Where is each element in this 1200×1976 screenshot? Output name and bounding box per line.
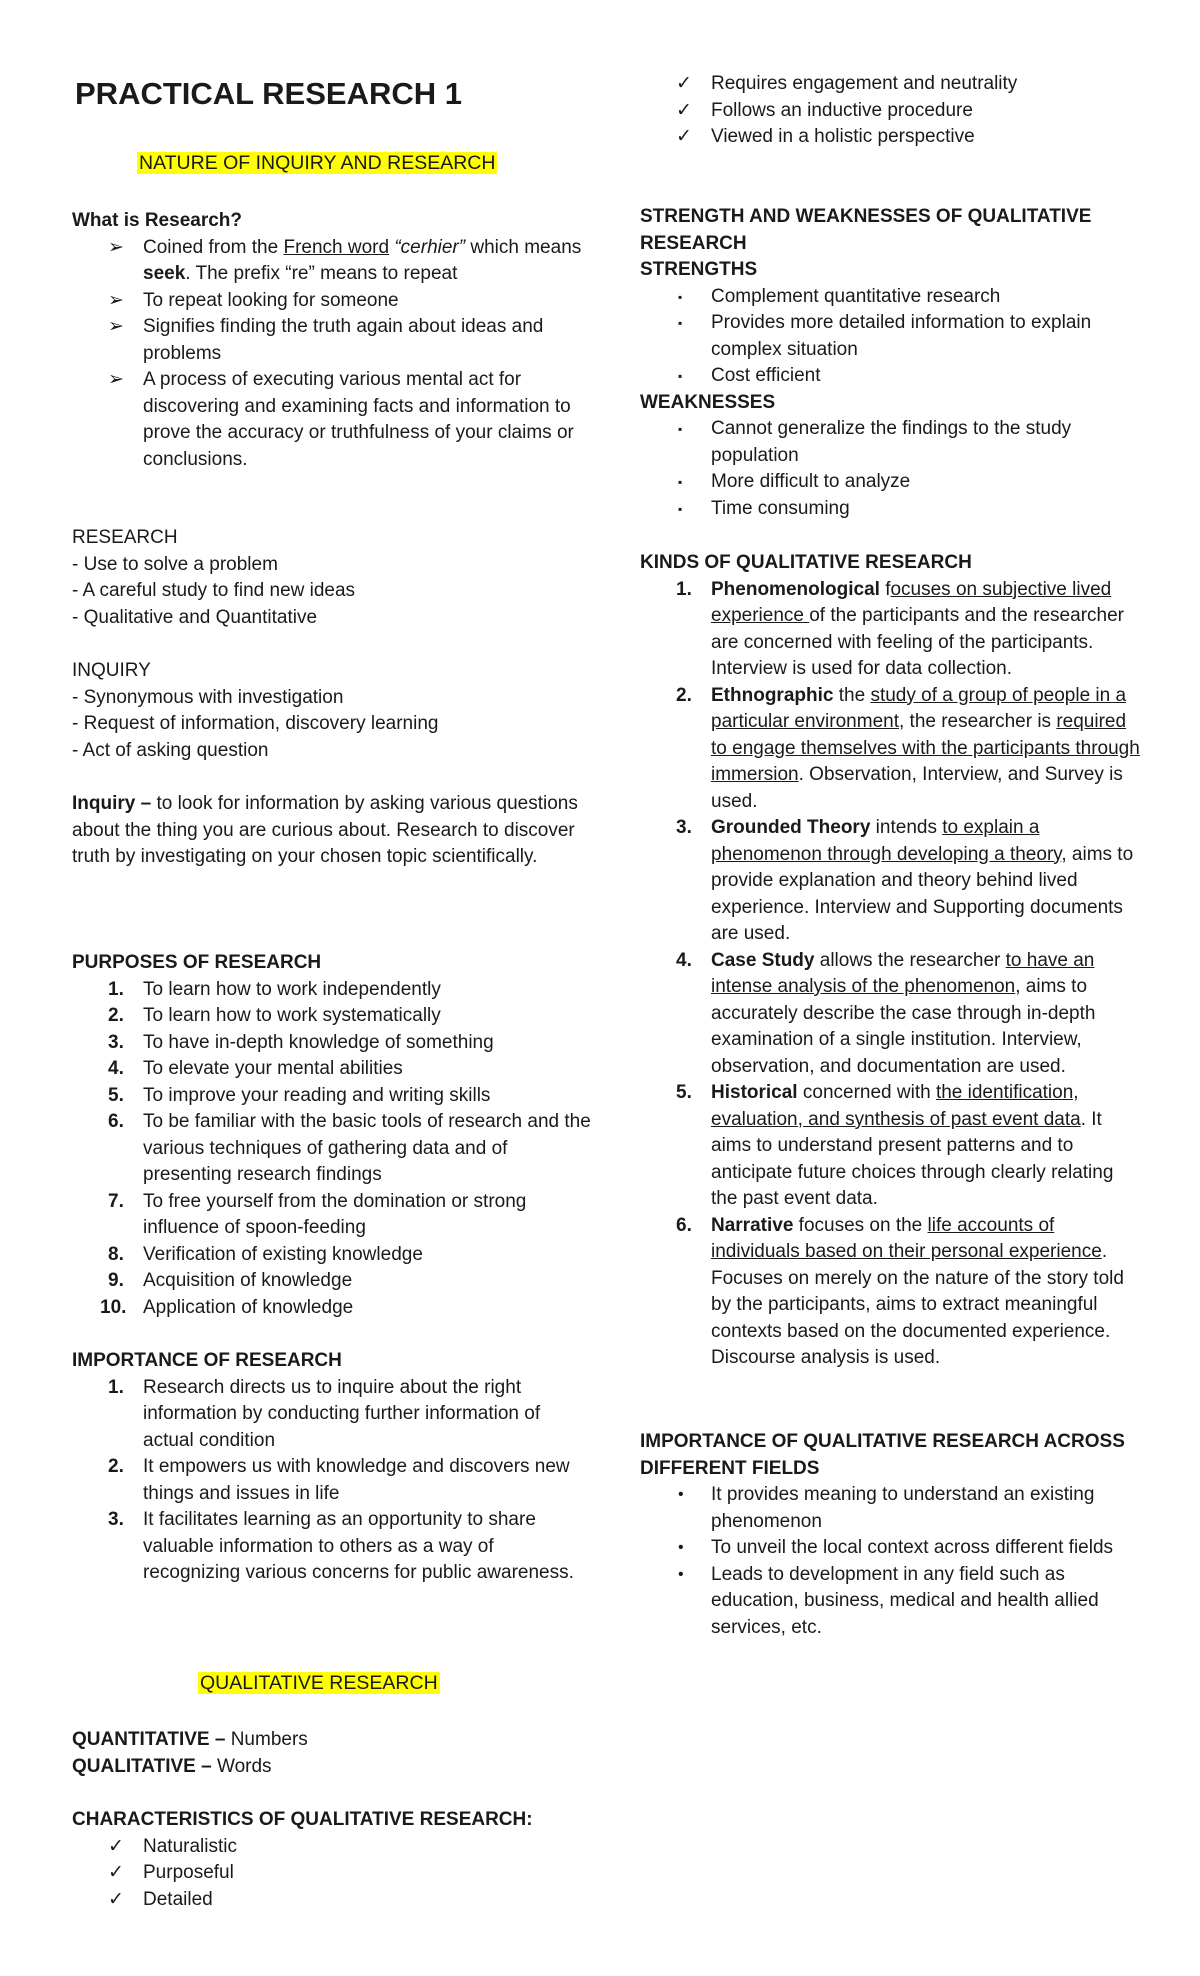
qualitative-heading: QUALITATIVE RESEARCH <box>200 1672 438 1694</box>
importance-section <box>72 1348 592 1587</box>
weaknesses-label: WEAKNESSES <box>640 391 776 413</box>
list-item: 4. To elevate your mental abilities <box>108 1058 403 1079</box>
list-item: 2. It empowers us with knowledge and discovers new things and issues in life <box>108 1456 570 1504</box>
check-icon: ✓ <box>676 99 692 121</box>
list-item: 10. Application of knowledge <box>100 1296 354 1318</box>
arrow-bullet-icon: ➢ <box>108 369 124 390</box>
research-block: RESEARCH - Use to solve a problem - A careful study to find new ideas - Qualitative and Quantitative <box>72 527 356 628</box>
importance-qualitative-list <box>640 1482 1140 1641</box>
nature-heading: NATURE OF INQUIRY AND RESEARCH <box>139 152 496 174</box>
list-item: 3. It facilitates learning as an opportunity to share valuable information to others as a way of recognizing various concerns for public awareness. <box>108 1509 574 1583</box>
list-item: • To unveil the local context across different fields <box>640 1535 1140 1562</box>
list-item: 1. To learn how to work independently <box>108 978 441 1000</box>
characteristics-continued <box>640 71 1140 151</box>
kinds-list <box>640 577 1140 1372</box>
square-bullet-icon: ▪ <box>678 475 683 489</box>
bullet-icon: • <box>678 1539 684 1556</box>
check-icon: ✓ <box>108 1835 124 1857</box>
square-bullet-icon: ▪ <box>678 369 683 383</box>
characteristics-heading: CHARACTERISTICS OF QUALITATIVE RESEARCH: <box>72 1809 533 1830</box>
list-item: • It provides meaning to understand an existing phenomenon <box>678 1484 1095 1532</box>
quant-qual-definitions <box>72 1727 592 1780</box>
purposes-list <box>72 977 592 1322</box>
importance-list <box>72 1375 592 1587</box>
weaknesses-list <box>640 416 1140 522</box>
check-icon: ✓ <box>676 126 692 147</box>
characteristics-list-right <box>640 71 1140 151</box>
kinds-heading: KINDS OF QUALITATIVE RESEARCH <box>640 552 972 573</box>
list-item: ➢ To repeat looking for someone <box>72 288 592 315</box>
list-item: ▪ Provides more detailed information to explain complex situation <box>678 312 1092 360</box>
check-icon: ✓ <box>108 1862 124 1883</box>
list-item: ✓ Viewed in a holistic perspective <box>640 124 1140 151</box>
bullet-icon: • <box>678 1565 684 1583</box>
list-item: • Leads to development in any field such as education, business, medical and health allied services, etc. <box>678 1563 1099 1638</box>
square-bullet-icon: ▪ <box>678 422 683 436</box>
list-item: 2. To learn how to work systematically <box>108 1005 441 1026</box>
strengths-list <box>640 284 1140 390</box>
list-item: ✓ Purposeful <box>72 1860 592 1887</box>
list-item: 4. Case Study allows the researcher to have an intense analysis of the phenomenon, aims to accurately describe the case through in-depth examination of a single institution. Interview, observation, and documentation are used. <box>676 949 1096 1077</box>
strengths-weaknesses-heading: STRENGTH AND WEAKNESSES OF QUALITATIVE RESEARCH <box>640 206 1092 254</box>
inquiry-definition: Inquiry – to look for information by asking various questions about the thing you are curious about. Research to discover truth by investigating on your chosen topic scientifically. <box>72 793 578 867</box>
list-item: 5. Historical concerned with the identification, evaluation, and synthesis of past event data. It aims to understand present patterns and to anticipate future choices through clearly relating the past event data. <box>676 1082 1114 1209</box>
what-is-research-list <box>72 235 592 474</box>
what-is-research-heading: What is Research? <box>72 210 242 231</box>
list-item: ✓ Follows an inductive procedure <box>640 98 1140 125</box>
list-item: ✓ Requires engagement and neutrality <box>640 71 1140 98</box>
list-item: 9. Acquisition of knowledge <box>108 1270 353 1291</box>
square-bullet-icon: ▪ <box>678 501 683 516</box>
list-item: 1. Research directs us to inquire about the right information by conducting further information of actual condition <box>108 1376 541 1451</box>
characteristics-section <box>72 1807 592 1913</box>
importance-qualitative-heading: IMPORTANCE OF QUALITATIVE RESEARCH ACROSS DIFFERENT FIELDS <box>640 1431 1125 1479</box>
list-item: ▪ Cost efficient <box>640 363 1140 390</box>
list-item: ▪ Complement quantitative research <box>640 284 1140 311</box>
list-item: ✓ Detailed <box>72 1887 592 1914</box>
list-item: ✓ Naturalistic <box>72 1834 592 1861</box>
list-item: ▪ Cannot generalize the findings to the study population <box>678 418 1072 466</box>
purposes-section <box>72 950 592 1321</box>
square-bullet-icon: ▪ <box>678 316 683 330</box>
list-item: 6. Narrative focuses on the life accounts of individuals based on their personal experience. Focuses on merely on the nature of the story told by the participants, aims to extract meaningful contexts based on the documented experience. Discourse analysis is used. <box>676 1214 1124 1368</box>
kinds-section <box>640 550 1140 1372</box>
list-item: 3. To have in-depth knowledge of something <box>108 1031 494 1053</box>
list-item: ➢ Coined from the French word “cerhier” which means seek. The prefix “re” means to repeat <box>108 236 582 284</box>
strengths-label: STRENGTHS <box>640 259 758 280</box>
list-item: 7. To free yourself from the domination or strong influence of spoon-feeding <box>108 1190 527 1238</box>
list-item: 8. Verification of existing knowledge <box>108 1243 423 1265</box>
list-item: ➢ A process of executing various mental act for discovering and examining facts and information to prove the accuracy or truthfulness of your claims or conclusions. <box>108 369 574 470</box>
list-item: 2. Ethnographic the study of a group of people in a particular environment, the researcher is required to engage themselves with the participants through immersion. Observation, Interview, and Survey is used. <box>676 684 1140 812</box>
page-title: PRACTICAL RESEARCH 1 <box>75 76 462 111</box>
qualitative-definition: QUALITATIVE – Words <box>72 1755 272 1777</box>
purposes-heading: PURPOSES OF RESEARCH <box>72 952 322 973</box>
square-bullet-icon: ▪ <box>678 289 683 304</box>
quantitative-definition: QUANTITATIVE – Numbers <box>72 1729 308 1750</box>
list-item: 3. Grounded Theory intends to explain a phenomenon through developing a theory, aims to provide explanation and theory behind lived experience. Interview and Supporting documents are used. <box>676 817 1134 944</box>
list-item: 1. Phenomenological focuses on subjective lived experience of the participants and the researcher are concerned with feeling of the participants. Interview is used for data collection. <box>676 578 1124 679</box>
strengths-weaknesses-section <box>640 204 1140 522</box>
list-item: 6. To be familiar with the basic tools of research and the various techniques of gathering data and of presenting research findings <box>108 1111 591 1185</box>
list-item: ➢ Signifies finding the truth again about ideas and problems <box>108 316 544 364</box>
list-item: ▪ Time consuming <box>640 496 1140 523</box>
arrow-bullet-icon: ➢ <box>108 289 124 311</box>
list-item: 5. To improve your reading and writing skills <box>108 1084 491 1106</box>
check-icon: ✓ <box>676 73 692 94</box>
characteristics-list-left <box>72 1834 592 1914</box>
inquiry-block: INQUIRY - Synonymous with investigation - Request of information, discovery learning - Act of asking question <box>72 660 439 761</box>
bullet-icon: • <box>678 1486 684 1503</box>
arrow-bullet-icon: ➢ <box>108 316 124 337</box>
check-icon: ✓ <box>108 1888 124 1910</box>
arrow-bullet-icon: ➢ <box>108 236 124 258</box>
importance-qualitative-section <box>640 1429 1140 1641</box>
list-item: ▪ More difficult to analyze <box>640 469 1140 496</box>
importance-heading: IMPORTANCE OF RESEARCH <box>72 1350 342 1371</box>
what-is-research-section <box>72 208 592 473</box>
